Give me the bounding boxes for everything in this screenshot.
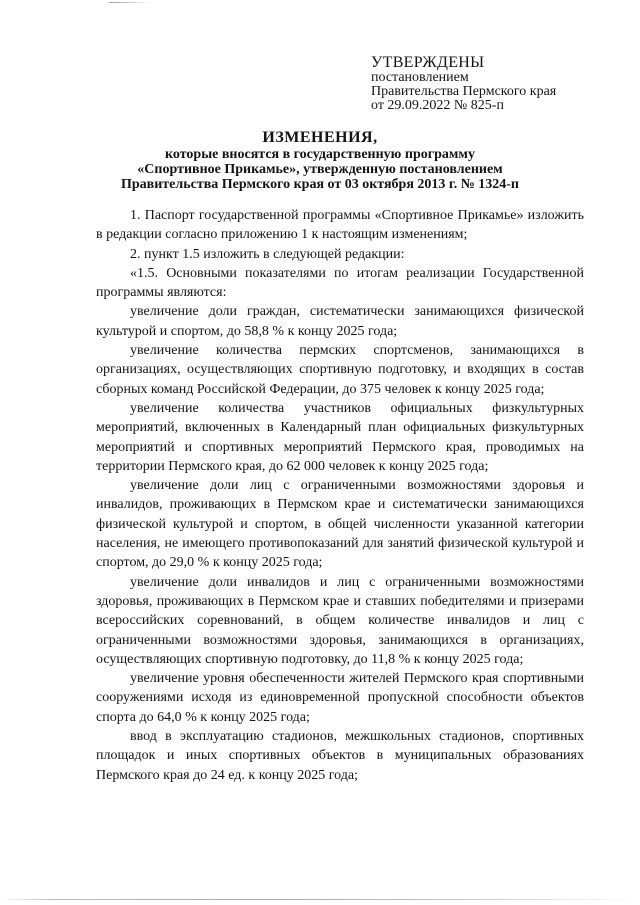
document-subtitle-line-3: Правительства Пермского края от 03 октября 2013 г. № 1324-п bbox=[120, 177, 519, 192]
document-body bbox=[96, 206, 584, 785]
paragraph-indicator: увеличение количества участников официальных физкультурных мероприятий, включенных в Календарный план официальных физкультурных мероприятий и спортивных мероприятий Пермского края, проводимых на территории Пермского края, до 62 000 человек к концу 2025 года; bbox=[96, 400, 584, 474]
approval-line-2: Правительства Пермского края bbox=[371, 84, 557, 99]
paragraph-passport: 1. Паспорт государственной программы «Спортивное Прикамье» изложить в редакции согласно приложению 1 к настоящим изменениям; bbox=[96, 208, 584, 243]
approval-title: УТВЕРЖДЕНЫ bbox=[371, 54, 485, 71]
document-subtitle-line-2: «Спортивное Прикамье», утвержденную постановлением bbox=[137, 162, 503, 177]
document-subtitle-line-1: которые вносятся в государственную программу bbox=[165, 147, 475, 162]
document-heading bbox=[70, 129, 570, 192]
paragraph-indicator: увеличение количества пермских спортсменов, занимающихся в организациях, осуществляющих спортивную подготовку, и входящих в состав сборных команд Российской Федерации, до 375 человек к концу 2025 года; bbox=[96, 343, 584, 397]
document-title: ИЗМЕНЕНИЯ, bbox=[262, 129, 378, 146]
paragraph-indicator: увеличение доли граждан, систематически занимающихся физической культурой и спортом, до 58,8 % к концу 2025 года; bbox=[96, 304, 584, 339]
paragraph-item-1-5: 2. пункт 1.5 изложить в следующей редакции: bbox=[130, 246, 405, 262]
scan-edge-top bbox=[0, 2, 640, 3]
paragraph-indicator: увеличение доли лиц с ограниченными возможностями здоровья и инвалидов, проживающих в Пермском крае и систематически занимающихся физической культурой и спортом, в общей численности указанной категории населения, не имеющего противопоказаний для занятий физической культурой и спортом, до 29,0 % к концу 2025 года; bbox=[96, 478, 584, 571]
scan-edge-bottom bbox=[0, 899, 640, 900]
paragraph-indicator: увеличение доли инвалидов и лиц с ограниченными возможностями здоровья, проживающих в Пермском крае и ставших победителями и призерами всероссийских соревнований, в общем количестве инвалидов и лиц с ограниченными возможностями здоровья, занимающихся в организациях, осуществляющих спортивную подготовку, до 11,8 % к концу 2025 года; bbox=[96, 574, 584, 667]
paragraph-indicators-intro: «1.5. Основными показателями по итогам реализации Государственной программы являются: bbox=[96, 265, 584, 301]
approval-line-1: постановлением bbox=[371, 70, 469, 85]
approval-line-3: от 29.09.2022 № 825-п bbox=[371, 98, 504, 113]
paragraph-indicator: увеличение уровня обеспеченности жителей Пермского края спортивными сооружениями исходя из единовременной пропускной способности объектов спорта до 64,0 % к концу 2025 года; bbox=[96, 671, 584, 725]
approval-stamp bbox=[371, 54, 631, 113]
paragraph-indicator: ввод в эксплуатацию стадионов, межшкольных стадионов, спортивных площадок и иных спортивных объектов в муниципальных образованиях Пермского края до 24 ед. к концу 2025 года; bbox=[96, 729, 584, 783]
